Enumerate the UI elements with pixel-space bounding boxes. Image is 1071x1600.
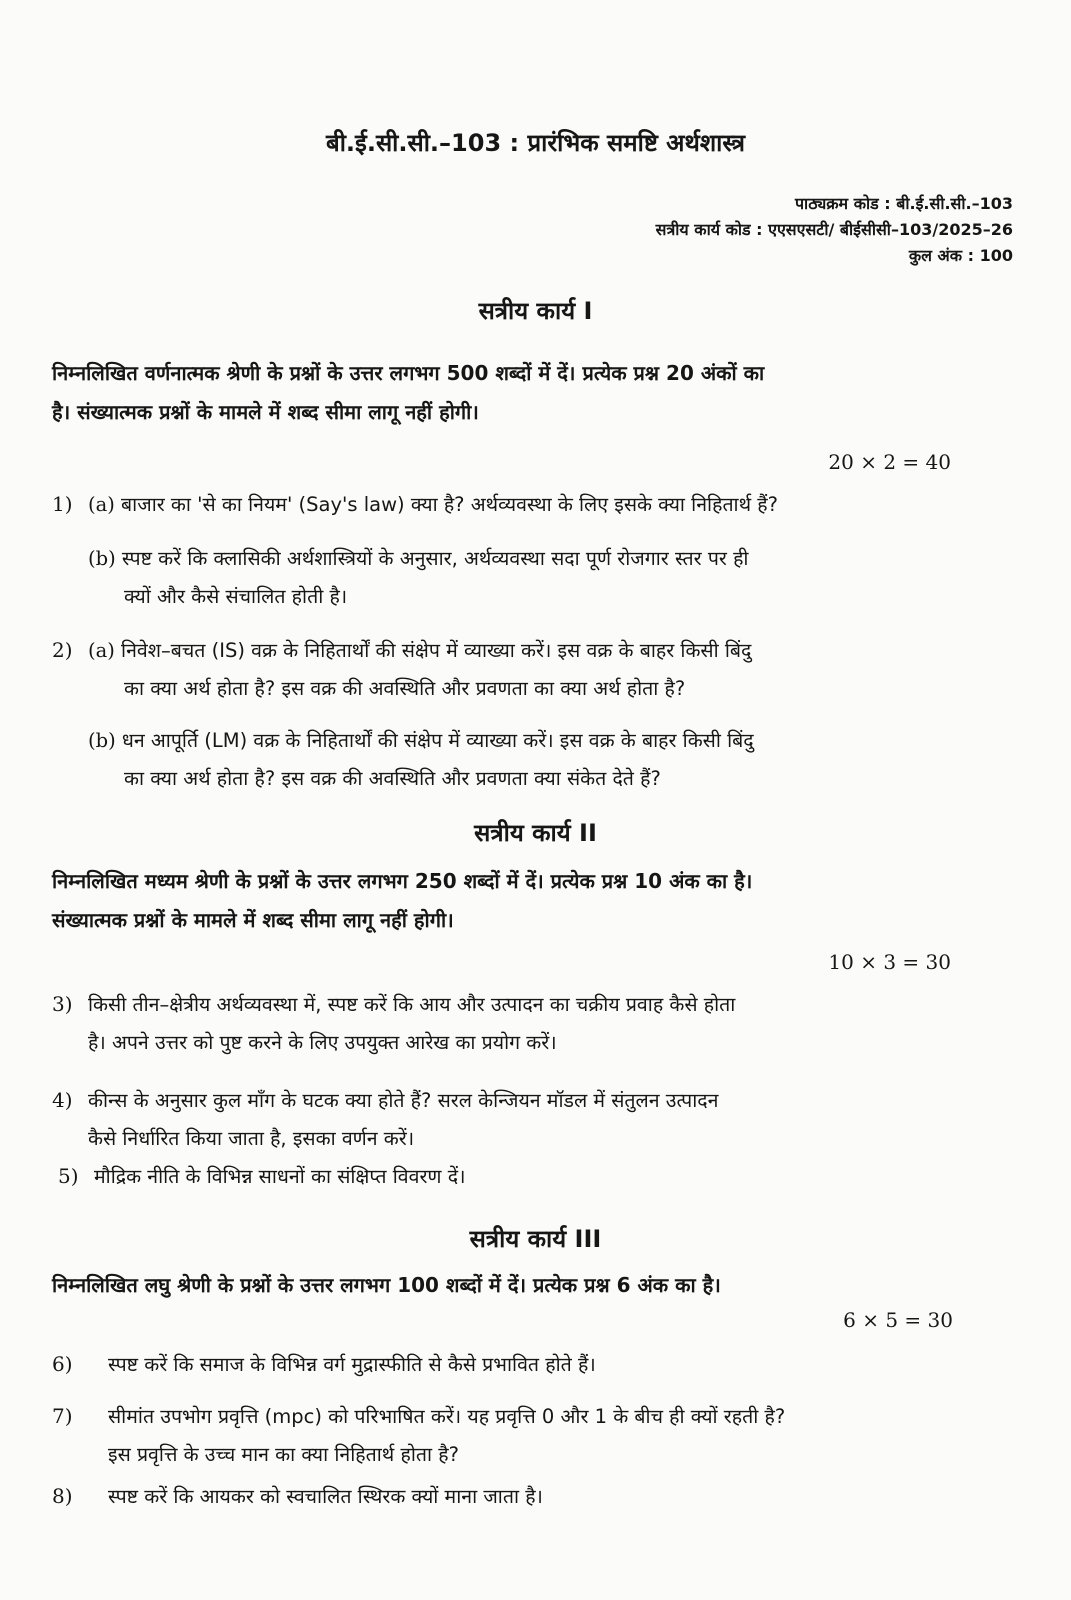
question-7-number: 7) <box>52 1404 73 1428</box>
question-1-number: 1) <box>52 492 73 516</box>
question-8-line1: स्पष्ट करें कि आयकर को स्वचालित स्थिरक क्यों माना जाता है। <box>108 1485 543 1508</box>
section-3-marks: 6 × 5 = 30 <box>843 1308 953 1332</box>
question-1a-text: बाजार का 'से का नियम' (Say's law) क्या है? अर्थव्यवस्था के लिए इसके क्या निहितार्थ हैं? <box>121 493 778 516</box>
section-1-instruction <box>52 354 1012 432</box>
question-3 <box>88 986 1008 1062</box>
question-6-number: 6) <box>52 1352 73 1376</box>
section-1-marks: 20 × 2 = 40 <box>828 450 951 474</box>
question-2a-label: (a) <box>88 639 115 662</box>
question-8 <box>108 1478 1008 1516</box>
question-4-line2: कैसे निर्धारित किया जाता है, इसका वर्णन करें। <box>88 1127 415 1150</box>
section-2-heading: सत्रीय कार्य II <box>474 819 597 847</box>
section-2-instruction <box>52 862 1012 940</box>
question-7-line2: इस प्रवृत्ति के उच्च मान का क्या निहितार्थ होता है? <box>108 1443 459 1466</box>
section-3-instruction-line1: निम्नलिखित लघु श्रेणी के प्रश्नों के उत्तर लगभग 100 शब्दों में दें। प्रत्येक प्रश्न 6 अंक का है। <box>52 1273 721 1297</box>
question-2a <box>88 632 1018 670</box>
question-7 <box>108 1398 1018 1474</box>
question-1a-label: (a) <box>88 493 115 516</box>
question-6-line1: स्पष्ट करें कि समाज के विभिन्न वर्ग मुद्रास्फीति से कैसे प्रभावित होते हैं। <box>108 1353 596 1376</box>
question-2b <box>88 722 1018 760</box>
section-2-instruction-line1: निम्नलिखित मध्यम श्रेणी के प्रश्नों के उत्तर लगभग 250 शब्दों में दें। प्रत्येक प्रश्न 10 अंक का है। <box>52 869 753 893</box>
question-2b-cont: का क्या अर्थ होता है? इस वक्र की अवस्थिति और प्रवणता क्या संकेत देते हैं? <box>124 767 661 790</box>
section-3-heading: सत्रीय कार्य III <box>469 1225 602 1253</box>
section-3-instruction <box>52 1266 1012 1305</box>
question-8-number: 8) <box>52 1484 73 1508</box>
question-3-number: 3) <box>52 992 73 1016</box>
section-2-marks: 10 × 3 = 30 <box>828 950 951 974</box>
section-1-instruction-line2: है। संख्यात्मक प्रश्नों के मामले में शब्द सीमा लागू नहीं होगी। <box>52 400 479 424</box>
question-6 <box>108 1346 1008 1384</box>
section-2-instruction-line2: संख्यात्मक प्रश्नों के मामले में शब्द सीमा लागू नहीं होगी। <box>52 908 454 932</box>
question-1a <box>88 486 1018 524</box>
section-1-heading: सत्रीय कार्य I <box>478 297 593 325</box>
question-1b-cont: क्यों और कैसे संचालित होती है। <box>124 585 348 608</box>
total-marks: कुल अंक : 100 <box>908 246 1013 265</box>
question-5 <box>94 1158 1014 1196</box>
question-5-number: 5) <box>58 1164 79 1188</box>
course-code: पाठ्यक्रम कोड : बी.ई.सी.सी.–103 <box>794 194 1013 213</box>
assignment-code: सत्रीय कार्य कोड : एएसएसटी/ बीईसीसी–103/2025–26 <box>655 220 1013 239</box>
page-title: बी.ई.सी.सी.–103 : प्रारंभिक समष्टि अर्थशास्त्र <box>326 129 745 157</box>
question-2a-cont: का क्या अर्थ होता है? इस वक्र की अवस्थिति और प्रवणता का क्या अर्थ होता है? <box>124 677 686 700</box>
question-3-line1: किसी तीन–क्षेत्रीय अर्थव्यवस्था में, स्पष्ट करें कि आय और उत्पादन का चक्रीय प्रवाह कैसे होता <box>88 993 736 1016</box>
question-3-line2: है। अपने उत्तर को पुष्ट करने के लिए उपयुक्त आरेख का प्रयोग करें। <box>88 1031 557 1054</box>
question-2a-line1: निवेश–बचत (IS) वक्र के निहितार्थों की संक्षेप में व्याख्या करें। इस वक्र के बाहर किसी बिंदु <box>121 639 752 662</box>
question-1b <box>88 540 1018 578</box>
question-1b-line1: स्पष्ट करें कि क्लासिकी अर्थशास्त्रियों के अनुसार, अर्थव्यवस्था सदा पूर्ण रोजगार स्तर पर ही <box>121 547 749 570</box>
question-4-number: 4) <box>52 1088 73 1112</box>
question-7-line1: सीमांत उपभोग प्रवृत्ति (mpc) को परिभाषित करें। यह प्रवृत्ति 0 और 1 के बीच ही क्यों रहती है? <box>108 1405 786 1428</box>
section-1-instruction-line1: निम्नलिखित वर्णनात्मक श्रेणी के प्रश्नों के उत्तर लगभग 500 शब्दों में दें। प्रत्येक प्रश्न 20 अंकों का <box>52 361 765 385</box>
question-5-line1: मौद्रिक नीति के विभिन्न साधनों का संक्षिप्त विवरण दें। <box>94 1165 466 1188</box>
question-1b-label: (b) <box>88 547 116 570</box>
question-2b-label: (b) <box>88 729 116 752</box>
question-4 <box>88 1082 1008 1158</box>
question-2b-line1: धन आपूर्ति (LM) वक्र के निहितार्थों की संक्षेप में व्याख्या करें। इस वक्र के बाहर किसी बिंदु <box>121 729 754 752</box>
question-4-line1: कीन्स के अनुसार कुल माँग के घटक क्या होते हैं? सरल केन्जियन मॉडल में संतुलन उत्पादन <box>88 1089 719 1112</box>
question-2-number: 2) <box>52 638 73 662</box>
